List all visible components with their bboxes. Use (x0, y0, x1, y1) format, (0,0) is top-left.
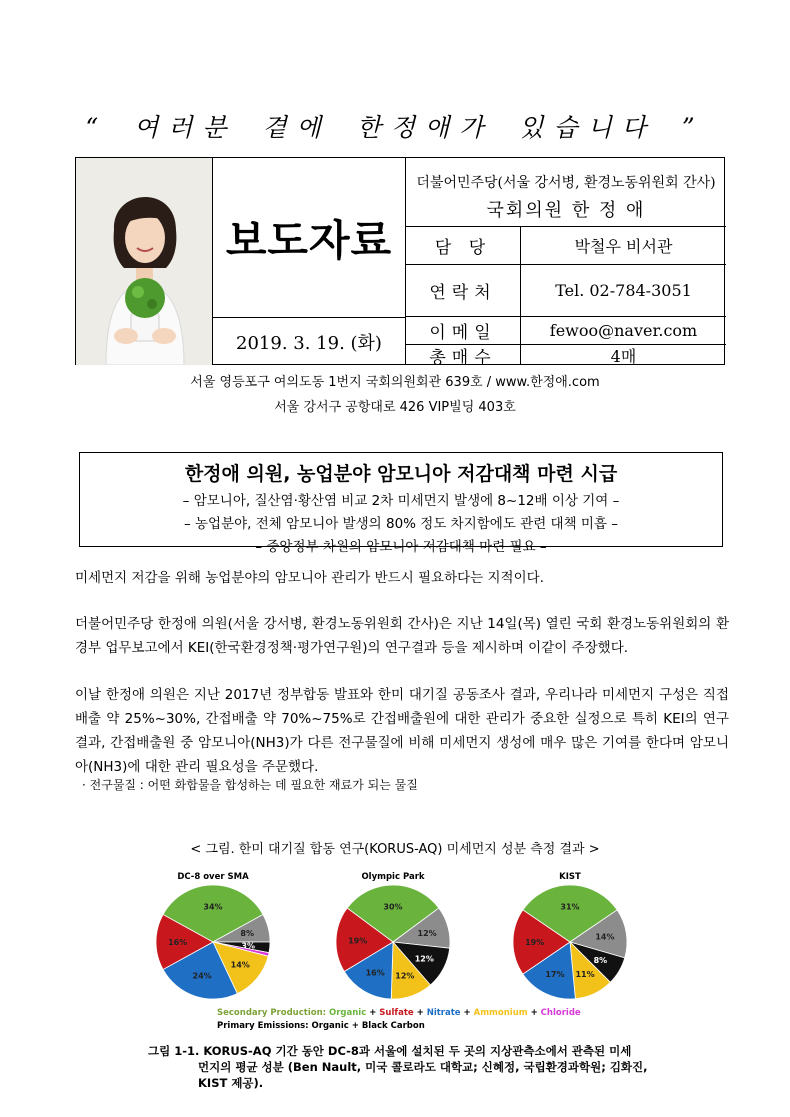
slice-label: 11% (575, 969, 595, 979)
contact-row-staff (406, 226, 726, 264)
legend-item: Chloride (540, 1008, 581, 1018)
headline-sub: – 암모니아, 질산염·황산염 비교 2차 미세먼지 발생에 8~12배 이상 기여 – (182, 493, 620, 509)
pie-title: KIST (559, 872, 581, 882)
release-date: 2019. 3. 19. (화) (213, 317, 406, 365)
legend-prefix: Secondary Production: (217, 1008, 329, 1018)
row-label: 총매수 (406, 345, 521, 365)
slice-label: 12% (395, 971, 415, 981)
slice-label: 8% (240, 929, 255, 939)
header-table (75, 157, 725, 368)
legend-item: Organic (329, 1008, 367, 1018)
slice-label: 17% (545, 969, 565, 979)
row-label: 연락처 (406, 265, 521, 316)
slice-label: 12% (414, 954, 434, 964)
headline-sub: – 중앙정부 차원의 암모니아 저감대책 마련 필요 – (255, 539, 547, 555)
legend-item: Ammonium (473, 1008, 528, 1018)
legend-item: Nitrate (426, 1008, 461, 1018)
slice-label: 8% (593, 955, 608, 965)
slice-label: 34% (203, 902, 223, 912)
member-photo (76, 158, 213, 365)
legend-plus: + (527, 1008, 541, 1018)
legend-item: Sulfate (379, 1008, 414, 1018)
pie-charts-svg (145, 862, 645, 1034)
slice-label: 19% (525, 938, 545, 947)
slice-label: 16% (365, 968, 385, 978)
legend-primary: Primary Emissions: Organic + Black Carbon (217, 1021, 425, 1031)
pie-chart-figure (145, 862, 645, 1034)
row-label: 담 당 (406, 227, 521, 264)
contact-row-pages (406, 344, 726, 368)
slice-label: 12% (417, 928, 437, 938)
body-paragraph: 이날 한정애 의원은 지난 2017년 정부합동 발표와 한미 대기질 공동조사 결과, 우리나라 미세먼지 구성은 직접배출 약 25%~30%, 간접배출 약 70%~75%로 간접배출원에 대한 관리가 중요한 실정으로 특히 KEI의 연구결과, 간접배출원 중 암모니아(NH3)가 다른 전구물질에 비해 미세먼지 생성에 매우 많은 기여를 한다며 암모니아(NH3)에 대한 관리 필요성을 주문했다. (75, 687, 729, 775)
legend-secondary (217, 1008, 581, 1018)
slice-label: 16% (168, 938, 188, 947)
slice-label: 19% (348, 936, 368, 946)
row-label: 이메일 (406, 317, 521, 344)
caption-line-1: 그림 1-1. KORUS-AQ 기간 동안 DC-8과 서울에 설치된 두 곳의 지상관측소에서 관측된 미세 (148, 1044, 632, 1058)
body-paragraph: 더불어민주당 한정애 의원(서울 강서병, 환경노동위원회 간사)은 지난 14일(목) 열린 국회 환경노동위원회의 환경부 업무보고에서 KEI(한국환경정책·평가연구원)의 연구결과 등을 제시하며 이같이 주장했다. (75, 616, 729, 656)
row-value: fewoo@naver.com (549, 321, 698, 340)
headline-sub: – 농업분야, 전체 암모니아 발생의 80% 정도 차지함에도 관련 대책 미흡 – (183, 516, 619, 532)
slice-label: 3% (241, 941, 255, 951)
slice-label: 14% (230, 960, 250, 970)
figure-caption (148, 1043, 668, 1091)
contact-row-email (406, 316, 726, 344)
slogan: “ 여러분 곁에 한정애가 있습니다 ” (85, 113, 705, 142)
party-cell (406, 158, 726, 226)
row-value: 4매 (610, 346, 637, 366)
figure-title: < 그림. 한미 대기질 합동 연구(KORUS-AQ) 미세먼지 성분 측정 결과 > (190, 842, 600, 857)
body-paragraph: 미세먼지 저감을 위해 농업분야의 암모니아 관리가 반드시 필요하다는 지적이다. (75, 570, 544, 586)
slice-label: 31% (560, 902, 580, 912)
legend-plus: + (460, 1008, 474, 1018)
caption-line-2: 먼지의 평균 성분 (Ben Nault, 미국 콜로라도 대학교; 신혜정, 국립환경과학원; 김화진, KIST 제공). (198, 1060, 648, 1090)
legend-plus: + (366, 1008, 380, 1018)
party-line: 더불어민주당(서울 강서병, 환경노동위원회 간사) (416, 175, 716, 191)
member-photo-illustration (76, 158, 213, 365)
legend-plus: + (413, 1008, 427, 1018)
address-line-1: 서울 영등포구 여의도동 1번지 국회의원회관 639호 / www.한정애.com (190, 375, 600, 390)
contact-row-phone (406, 264, 726, 316)
headline-box (79, 452, 723, 555)
row-value: Tel. 02-784-3051 (555, 281, 692, 300)
footnote: · 전구물질 : 어떤 화합물을 합성하는 데 필요한 재료가 되는 물질 (82, 778, 418, 792)
slice-label: 14% (595, 932, 615, 942)
member-line: 국회의원 한 정 애 (486, 200, 646, 221)
row-value: 박철우 비서관 (574, 237, 673, 256)
address-line-2: 서울 강서구 공항대로 426 VIP빌딩 403호 (274, 400, 516, 415)
pie-title: Olympic Park (361, 872, 425, 882)
slice-label: 30% (383, 902, 403, 912)
doc-type-title: 보도자료 (213, 158, 406, 317)
slice-label: 24% (192, 971, 212, 981)
pie-title: DC-8 over SMA (177, 872, 249, 882)
headline-title: 한정애 의원, 농업분야 암모니아 저감대책 마련 시급 (184, 463, 618, 485)
